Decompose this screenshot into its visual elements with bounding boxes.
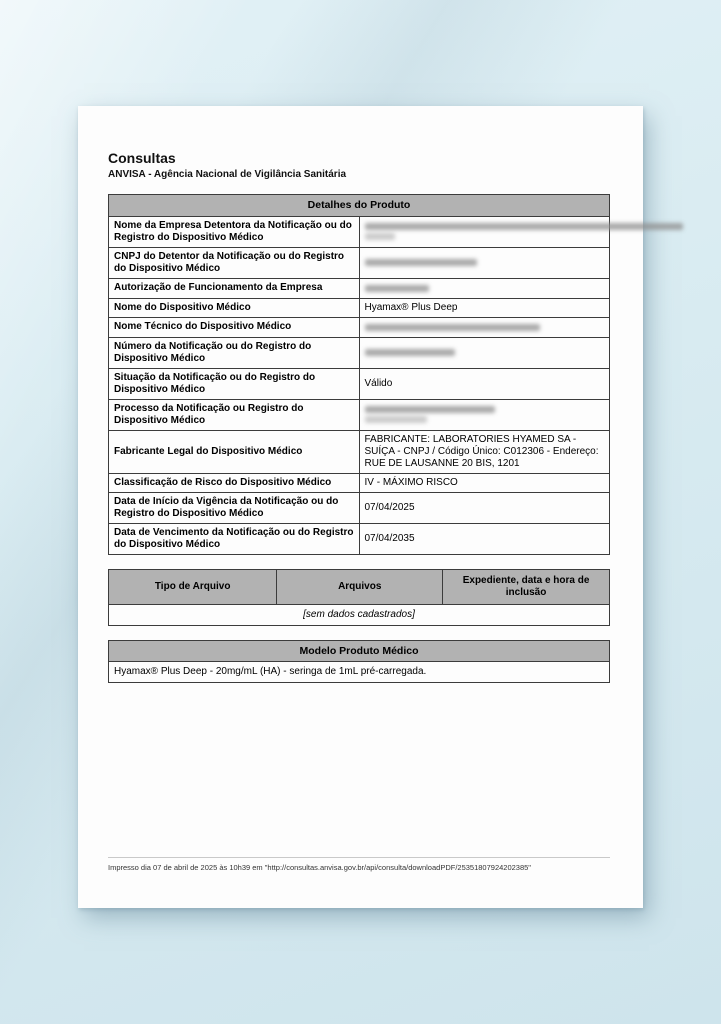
table-row: [109, 523, 610, 554]
redacted-value: [365, 259, 477, 266]
redacted-value: [365, 223, 683, 230]
redacted-value: [365, 285, 429, 292]
row-value: [359, 399, 610, 430]
row-value: FABRICANTE: LABORATORIES HYAMED SA - SUÍÇA - CNPJ / Código Único: C012306 - Endereço: RUE DE LAUSANNE 20 BIS, 1201: [359, 430, 610, 473]
row-label: Autorização de Funcionamento da Empresa: [109, 278, 360, 298]
row-label: Nome da Empresa Detentora da Notificação ou do Registro do Dispositivo Médico: [109, 216, 360, 247]
row-value: Válido: [359, 368, 610, 399]
row-value: 07/04/2035: [359, 523, 610, 554]
product-details-table: [108, 194, 610, 555]
table-row: [109, 247, 610, 278]
row-value: IV - MÁXIMO RISCO: [359, 473, 610, 492]
model-row: [109, 662, 610, 683]
page-title: Consultas: [108, 150, 176, 166]
row-label: Processo da Notificação ou Registro do Dispositivo Médico: [109, 399, 360, 430]
files-col-tipo: Tipo de Arquivo: [109, 569, 277, 604]
files-col-expediente: Expediente, data e hora de inclusão: [443, 569, 610, 604]
model-table: [108, 640, 610, 684]
row-value: Hyamax® Plus Deep: [359, 298, 610, 317]
row-value: [359, 337, 610, 368]
table-row: [109, 399, 610, 430]
row-label: Data de Vencimento da Notificação ou do Registro do Dispositivo Médico: [109, 523, 360, 554]
table-row: [109, 317, 610, 337]
product-details-header: Detalhes do Produto: [109, 195, 610, 217]
redacted-value: [365, 406, 495, 413]
row-label: Fabricante Legal do Dispositivo Médico: [109, 430, 360, 473]
files-col-arquivos: Arquivos: [277, 569, 443, 604]
redacted-value: [365, 349, 455, 356]
row-value: [359, 216, 610, 247]
row-label: Nome do Dispositivo Médico: [109, 298, 360, 317]
table-row: [109, 278, 610, 298]
page-subtitle: ANVISA - Agência Nacional de Vigilância Sanitária: [108, 169, 347, 180]
row-label: Nome Técnico do Dispositivo Médico: [109, 317, 360, 337]
model-table-header: Modelo Produto Médico: [109, 640, 610, 662]
redacted-value: [365, 324, 540, 331]
table-row: [109, 337, 610, 368]
files-empty-row: [109, 604, 610, 625]
redacted-value: [365, 416, 427, 423]
row-label: Situação da Notificação ou do Registro do Dispositivo Médico: [109, 368, 360, 399]
table-row: [109, 473, 610, 492]
table-row: [109, 298, 610, 317]
document-page: [78, 106, 643, 908]
table-row: [109, 492, 610, 523]
document-content: [108, 150, 610, 683]
row-value: [359, 278, 610, 298]
table-row: [109, 368, 610, 399]
row-label: Número da Notificação ou do Registro do Dispositivo Médico: [109, 337, 360, 368]
redacted-value: [365, 233, 395, 240]
table-row: [109, 430, 610, 473]
files-empty-message: [sem dados cadastrados]: [109, 604, 610, 625]
row-label: Classificação de Risco do Dispositivo Médico: [109, 473, 360, 492]
row-value: [359, 317, 610, 337]
table-row: [109, 216, 610, 247]
files-table: [108, 569, 610, 626]
row-value: [359, 247, 610, 278]
row-value: 07/04/2025: [359, 492, 610, 523]
print-footer: Impresso dia 07 de abril de 2025 às 10h39 em "http://consultas.anvisa.gov.br/api/consulta/downloadPDF/25351807924202385": [108, 857, 610, 872]
model-row-value: Hyamax® Plus Deep - 20mg/mL (HA) - seringa de 1mL pré-carregada.: [109, 662, 610, 683]
row-label: Data de Início da Vigência da Notificação ou do Registro do Dispositivo Médico: [109, 492, 360, 523]
row-label: CNPJ do Detentor da Notificação ou do Registro do Dispositivo Médico: [109, 247, 360, 278]
